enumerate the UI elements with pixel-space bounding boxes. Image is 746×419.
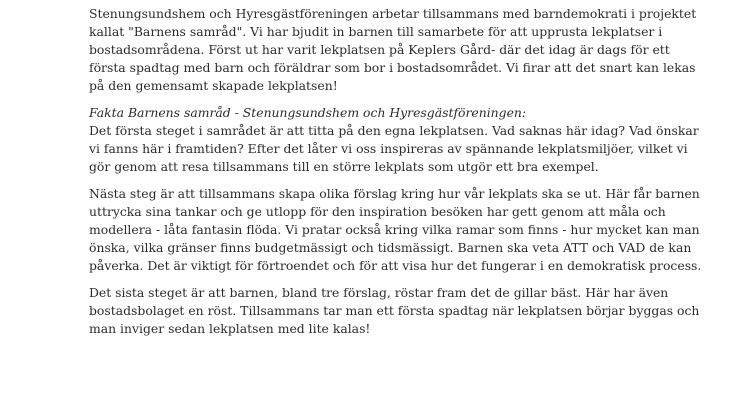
fakta-title: Fakta Barnens samråd - Stenungsundshem och Hyresgästföreningen: [89,105,527,120]
fakta-text: Det första steget i samrådet är att titta på den egna lekplatsen. Vad saknas här idag? Vad önskar vi fanns här i framtiden? Efter det låter vi oss inspireras av spännande lekplatsmiljöer, vilket vi gör genom att resa tillsammans till en större lekplats som utgör ett bra exempel. [89,123,699,174]
intro-paragraph: Stenungsundshem och Hyresgästföreningen arbetar tillsammans med barndemokrati i projektet kallat "Barnens samråd". Vi har bjudit in barnen till samarbete för att upprusta lekplatser i bostadsområdena. Först ut har varit lekplatsen på Keplers Gård- där det idag är dags för ett första spadtag med barn och föräldrar som bor i bostadsområdet. Vi firar att det snart kan lekas på den gemensamt skapade lekplatsen! [89,6,697,93]
fakta-paragraph [89,104,704,176]
next-step-paragraph: Nästa steg är att tillsammans skapa olika förslag kring hur vår lekplats ska se ut. Här får barnen uttrycka sina tankar och ge utlopp för den inspiration besöken har gett genom att måla och modellera - låta fantasin flöda. Vi pratar också kring vilka ramar som finns - hur mycket kan man önska, vilka gränser finns budgetmässigt och tidsmässigt. Barnen ska veta ATT och VAD de kan påverka. Det är viktigt för förtroendet och för att visa hur det fungerar i en demokratisk process. [89,186,702,273]
last-step-paragraph: Det sista steget är att barnen, bland tre förslag, röstar fram det de gillar bäst. Här har även bostadsbolaget en röst. Tillsammans tar man ett första spadtag när lekplatsen börjar byggas och man inviger sedan lekplatsen med lite kalas! [89,285,700,336]
article-body [89,5,704,347]
